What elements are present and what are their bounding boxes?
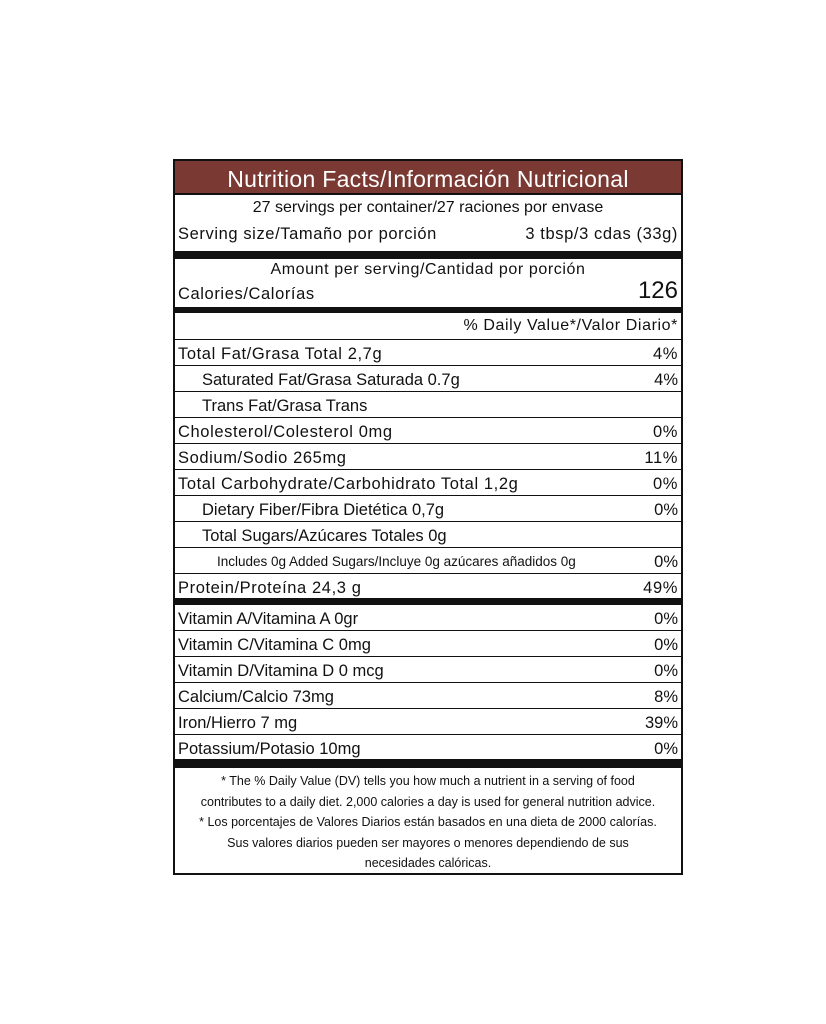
thick-divider [175,307,681,313]
nutrient-row [175,444,681,470]
nutrient-label: Protein/Proteína 24,3 g [178,579,362,597]
thick-divider [175,759,681,768]
nutrient-row [175,496,681,522]
vitamin-dv: 0% [654,740,678,758]
vitamin-label: Iron/Hierro 7 mg [178,714,298,732]
nutrient-label: Total Fat/Grasa Total 2,7g [178,345,383,363]
vitamin-label: Vitamin A/Vitamina A 0gr [178,610,359,628]
vitamin-row [175,605,681,631]
nutrient-row [175,366,681,392]
vitamin-dv: 39% [644,714,678,732]
footnote-line: Sus valores diarios pueden ser mayores o menores dependiendo de sus [227,835,629,850]
nutrient-row [175,418,681,444]
calories-value: 126 [637,277,678,304]
label-title: Nutrition Facts/Información Nutricional [175,161,681,195]
servings-per-container: 27 servings per container/27 raciones por envase [252,199,604,216]
vitamin-dv: 0% [654,662,678,680]
daily-value-header: % Daily Value*/Valor Diario* [463,317,678,334]
footnote [175,771,681,874]
nutrient-row [175,574,681,600]
vitamin-dv: 0% [654,636,678,654]
nutrient-row [175,470,681,496]
serving-size-label: Serving size/Tamaño por porción [178,225,437,243]
nutrient-dv: 4% [652,345,678,363]
nutrient-label: Sodium/Sodio 265mg [178,449,347,467]
footnote-line: necesidades calóricas. [364,856,492,870]
vitamin-row [175,709,681,735]
vitamin-row [175,683,681,709]
vitamin-dv: 0% [654,610,678,628]
vitamin-label: Calcium/Calcio 73mg [178,688,334,706]
nutrient-label: Total Sugars/Azúcares Totales 0g [202,527,447,545]
serving-size-value: 3 tbsp/3 cdas (33g) [525,225,678,243]
nutrient-label: Total Carbohydrate/Carbohidrato Total 1,2g [178,475,519,493]
nutrient-label: Saturated Fat/Grasa Saturada 0.7g [202,371,460,389]
nutrition-facts-label [173,159,683,875]
nutrient-dv: 0% [654,501,678,519]
vitamin-label: Potassium/Potasio 10mg [178,740,361,758]
nutrient-dv: 49% [643,579,678,597]
nutrient-dv: 0% [652,475,678,493]
nutrient-label: Includes 0g Added Sugars/Incluye 0g azúcares añadidos 0g [217,554,576,569]
footnote-line: * Los porcentajes de Valores Diarios están basados en una dieta de 2000 calorías. [199,815,657,829]
nutrient-row [175,392,681,418]
calories-label: Calories/Calorías [178,285,315,303]
nutrient-label: Trans Fat/Grasa Trans [202,397,368,415]
nutrient-dv: 0% [654,553,678,571]
vitamin-row [175,631,681,657]
nutrient-dv: 11% [644,449,678,467]
nutrient-row [175,340,681,366]
vitamin-dv: 8% [654,688,678,706]
vitamin-row [175,735,681,761]
nutrient-row [175,522,681,548]
thick-divider [175,251,681,259]
footnote-line: contributes to a daily diet. 2,000 calories a day is used for general nutrition advice. [200,794,656,809]
nutrient-label: Cholesterol/Colesterol 0mg [178,423,393,441]
vitamin-row [175,657,681,683]
vitamin-label: Vitamin D/Vitamina D 0 mcg [178,662,384,680]
footnote-line: * The % Daily Value (DV) tells you how much a nutrient in a serving of food [221,774,635,788]
nutrient-label: Dietary Fiber/Fibra Dietética 0,7g [202,501,445,519]
nutrient-dv: 4% [654,371,678,389]
vitamin-label: Vitamin C/Vitamina C 0mg [178,636,371,654]
nutrient-row [175,548,681,574]
thick-divider [175,598,681,605]
amount-per-serving: Amount per serving/Cantidad por porción [270,261,586,278]
nutrient-dv: 0% [652,423,678,441]
